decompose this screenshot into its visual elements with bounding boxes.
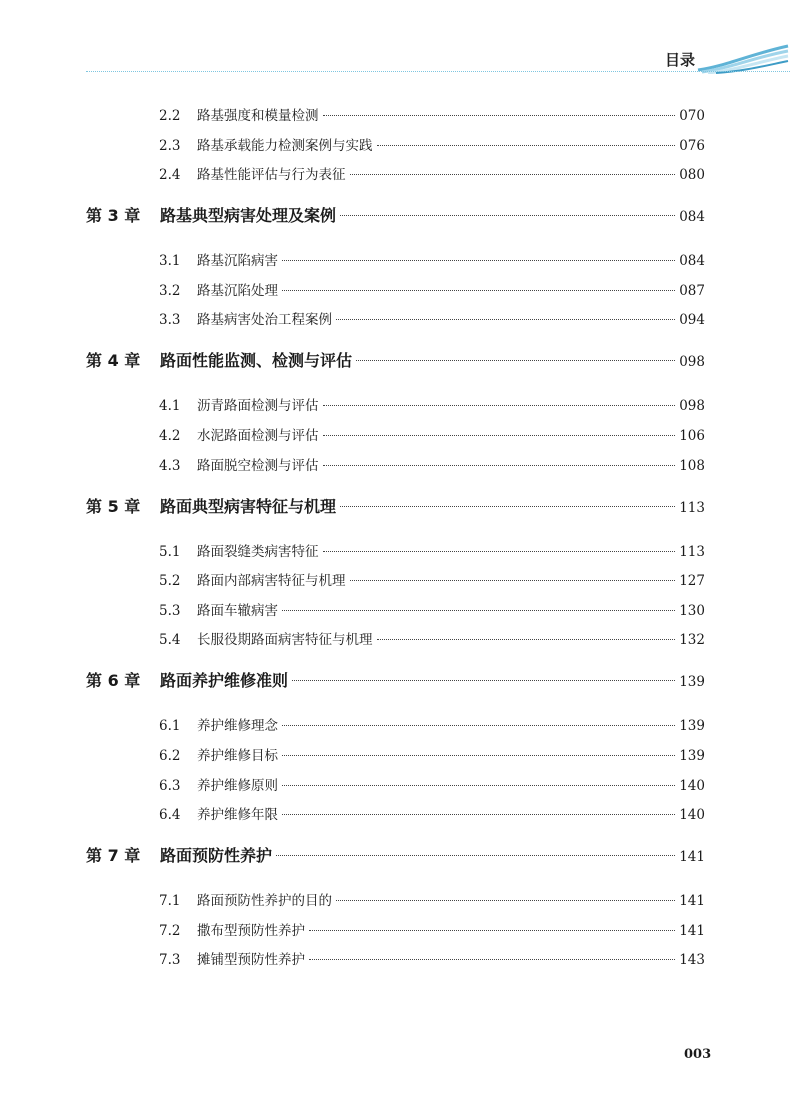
toc-entry-number: 2.3 (159, 137, 181, 154)
toc-entry-number: 6.4 (159, 807, 181, 824)
dotted-leader (282, 610, 675, 611)
toc-entry-page: 098 (679, 398, 705, 415)
dotted-leader (340, 506, 675, 507)
toc-entry-title: 摊铺型预防性养护 (197, 952, 305, 969)
toc-entry-title: 路基沉陷病害 (197, 253, 278, 270)
toc-entry-title: 路面典型病害特征与机理 (160, 496, 337, 516)
toc-section-entry[interactable] (159, 889, 705, 909)
toc-entry-page: 106 (679, 428, 705, 444)
dotted-leader (276, 855, 675, 856)
toc-section-entry[interactable] (159, 394, 705, 414)
toc-entry-page: 084 (679, 253, 705, 270)
toc-entry-page: 140 (679, 807, 705, 824)
toc-entry-number: 5.1 (159, 543, 181, 560)
toc-entry-title: 长服役期路面病害特征与机理 (197, 632, 373, 649)
toc-section-entry[interactable] (159, 744, 705, 764)
toc-section-entry[interactable] (159, 279, 705, 299)
toc-section-entry[interactable] (159, 134, 705, 154)
dotted-leader (377, 145, 676, 146)
toc-entry-page: 113 (679, 543, 705, 560)
toc-entry-number: 7.1 (159, 893, 181, 910)
dotted-leader (292, 680, 675, 681)
toc-entry-title: 路基强度和模量检测 (197, 108, 319, 124)
toc-section-entry[interactable] (159, 540, 705, 560)
dotted-leader (282, 725, 675, 726)
toc-entry-title: 沥青路面检测与评估 (197, 398, 319, 415)
dotted-leader (282, 290, 675, 291)
toc-entry-page: 130 (679, 602, 705, 619)
toc-section-entry[interactable] (159, 714, 705, 734)
toc-entry-page: 094 (679, 312, 705, 329)
dotted-leader (282, 260, 675, 261)
toc-entry-title: 养护维修原则 (197, 777, 278, 794)
toc-entry-page: 084 (679, 209, 705, 226)
toc-entry-page: 139 (679, 748, 705, 764)
toc-entry-page: 113 (679, 499, 705, 516)
toc-section-entry[interactable] (159, 308, 705, 328)
header-divider (86, 71, 790, 72)
toc-chapter-entry[interactable] (86, 348, 705, 371)
toc-entry-number: 4.1 (159, 398, 181, 415)
toc-chapter-entry[interactable] (86, 843, 705, 866)
toc-entry-title: 路面预防性养护 (160, 846, 273, 866)
toc-section-entry[interactable] (159, 104, 705, 124)
toc-chapter-entry[interactable] (86, 203, 705, 226)
toc-chapter-entry[interactable] (86, 668, 705, 691)
toc-entry-page: 108 (679, 457, 705, 474)
toc-entry-page: 098 (679, 354, 705, 371)
toc-section-entry[interactable] (159, 163, 705, 183)
toc-entry-page: 139 (679, 674, 705, 691)
toc-entry-number: 4.3 (159, 457, 181, 474)
toc-entry-number: 6.1 (159, 718, 181, 735)
dotted-leader (336, 900, 675, 901)
toc-entry-number: 2.4 (159, 167, 181, 184)
toc-section-entry[interactable] (159, 803, 705, 823)
toc-entry-title: 路面养护维修准则 (160, 671, 289, 691)
toc-entry-title: 路面脱空检测与评估 (197, 457, 319, 474)
toc-entry-title: 养护维修年限 (197, 807, 278, 824)
dotted-leader (282, 785, 675, 786)
toc-section-entry[interactable] (159, 569, 705, 589)
toc-entry-page: 070 (679, 108, 705, 124)
toc-section-entry[interactable] (159, 249, 705, 269)
dotted-leader (323, 551, 676, 552)
dotted-leader (282, 755, 675, 756)
toc-entry-title: 路面车辙病害 (197, 602, 278, 619)
toc-entry-title: 路面裂缝类病害特征 (197, 543, 319, 560)
toc-entry-number: 第 5 章 (86, 496, 141, 516)
toc-entry-number: 5.4 (159, 632, 181, 649)
toc-entry-number: 7.3 (159, 952, 181, 969)
toc-entry-page: 143 (679, 952, 705, 969)
toc-entry-number: 4.2 (159, 428, 181, 444)
page-number: 003 (684, 1047, 712, 1062)
toc-entry-number: 第 7 章 (86, 846, 141, 866)
toc-entry-page: 132 (679, 632, 705, 649)
toc-section-entry[interactable] (159, 454, 705, 474)
toc-section-entry[interactable] (159, 628, 705, 648)
toc-entry-number: 3.1 (159, 253, 181, 270)
toc-entry-title: 养护维修理念 (197, 718, 278, 735)
dotted-leader (323, 405, 676, 406)
toc-entry-page: 080 (679, 167, 705, 184)
toc-entry-title: 路基病害处治工程案例 (197, 312, 332, 329)
toc-entry-page: 140 (679, 777, 705, 794)
toc-entry-page: 141 (679, 893, 705, 910)
dotted-leader (323, 115, 676, 116)
road-swoosh-icon (696, 44, 790, 74)
toc-entry-page: 127 (679, 573, 705, 590)
toc-entry-title: 路基承载能力检测案例与实践 (197, 137, 373, 154)
dotted-leader (356, 360, 675, 361)
toc-entry-number: 6.3 (159, 777, 181, 794)
toc-entry-number: 5.2 (159, 573, 181, 590)
dotted-leader (282, 814, 675, 815)
toc-entry-title: 养护维修目标 (197, 748, 278, 764)
toc-entry-title: 水泥路面检测与评估 (197, 428, 319, 444)
toc-entry-page: 141 (679, 922, 705, 939)
dotted-leader (350, 174, 676, 175)
toc-section-entry[interactable] (159, 948, 705, 968)
toc-entry-title: 撒布型预防性养护 (197, 922, 305, 939)
toc-section-entry[interactable] (159, 599, 705, 619)
toc-entry-title: 路面预防性养护的目的 (197, 893, 332, 910)
toc-entry-number: 2.2 (159, 108, 181, 124)
dotted-leader (336, 319, 675, 320)
toc-entry-title: 路基沉陷处理 (197, 282, 278, 299)
toc-entry-title: 路基性能评估与行为表征 (197, 167, 346, 184)
toc-entry-number: 第 3 章 (86, 206, 141, 226)
toc-entry-number: 3.2 (159, 282, 181, 299)
toc-section-entry[interactable] (159, 774, 705, 794)
toc-entry-number: 6.2 (159, 748, 181, 764)
toc-entry-number: 5.3 (159, 602, 181, 619)
toc-entry-number: 7.2 (159, 922, 181, 939)
dotted-leader (350, 580, 676, 581)
toc-section-entry[interactable] (159, 919, 705, 939)
header-title: 目录 (665, 51, 696, 69)
toc-entry-title: 路基典型病害处理及案例 (160, 206, 337, 226)
toc-entry-number: 第 4 章 (86, 351, 141, 371)
toc-section-entry[interactable] (159, 424, 705, 444)
dotted-leader (377, 639, 676, 640)
toc-entry-number: 3.3 (159, 312, 181, 329)
dotted-leader (340, 215, 675, 216)
dotted-leader (309, 930, 675, 931)
toc-entry-number: 第 6 章 (86, 671, 141, 691)
dotted-leader (323, 465, 676, 466)
dotted-leader (309, 959, 675, 960)
toc-entry-page: 139 (679, 718, 705, 735)
toc-entry-title: 路面性能监测、检测与评估 (160, 351, 353, 371)
toc-entry-page: 141 (679, 849, 705, 866)
toc-entry-title: 路面内部病害特征与机理 (197, 573, 346, 590)
dotted-leader (323, 435, 676, 436)
toc-entry-page: 076 (679, 137, 705, 154)
toc-entry-page: 087 (679, 282, 705, 299)
toc-chapter-entry[interactable] (86, 494, 705, 517)
